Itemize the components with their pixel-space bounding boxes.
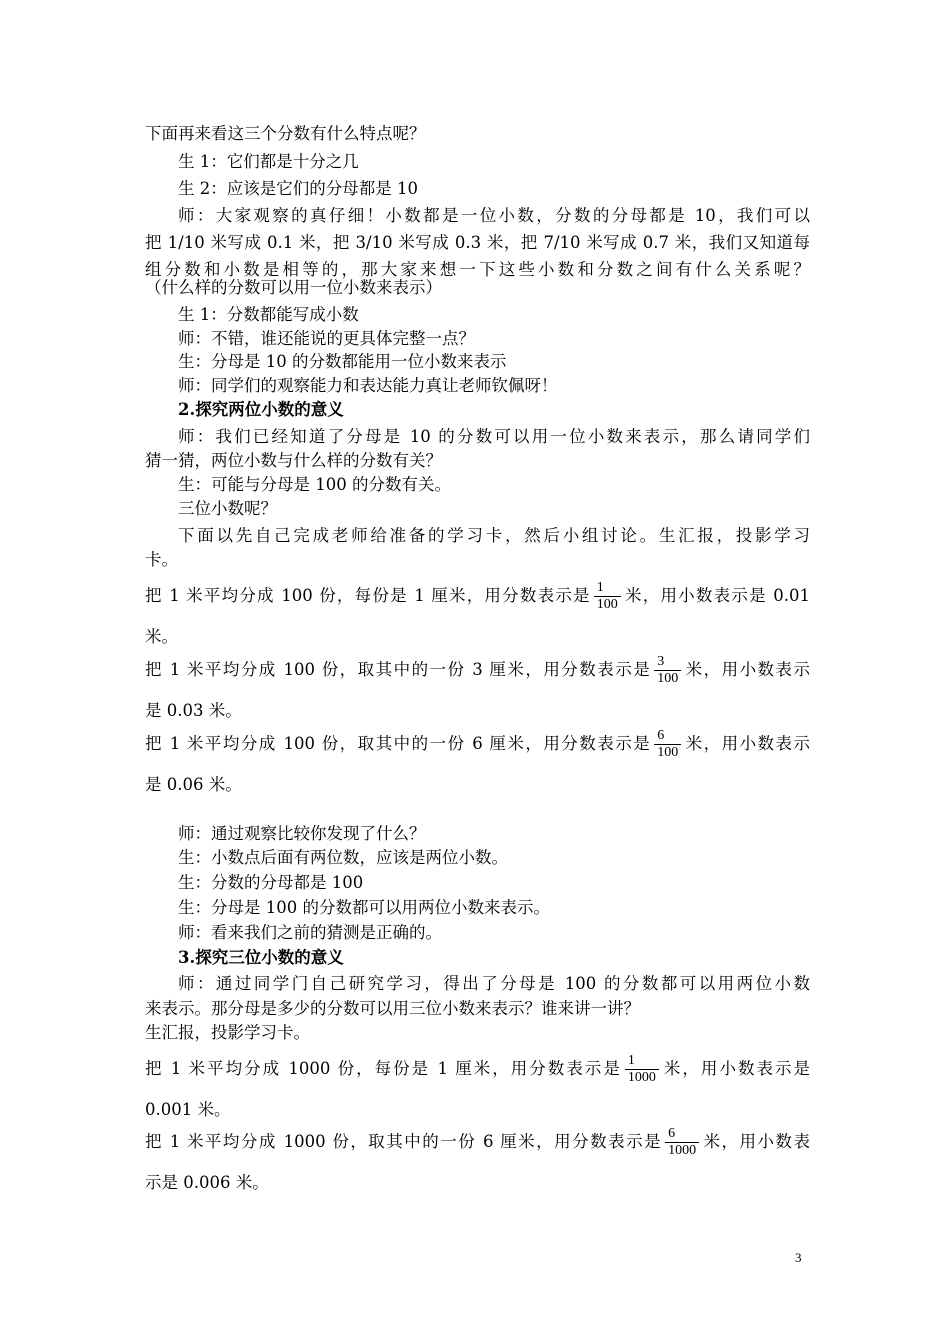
fraction: $\frac{1}{100}$ <box>594 580 621 613</box>
page-number: 3 <box>795 1250 802 1265</box>
fraction: $\frac{1}{1000}$ <box>625 1053 659 1086</box>
text-line: 生 2：应该是它们的分母都是 10 <box>178 179 418 198</box>
text-line: 师：不错，谁还能说的更具体完整一点？ <box>178 329 475 348</box>
section-heading: 2.探究两位小数的意义 <box>178 400 344 419</box>
study-card-line: 把 1 米平均分成 100 份，每份是 1 厘米，用分数表示是 $\frac{1}{100}$ 米，用小数表示是 0.01 <box>145 580 810 612</box>
text-line: 师：大家观察的真仔细！小数都是一位小数，分数的分母都是 10，我们可以 <box>178 206 810 225</box>
text-line: （什么样的分数可以用一位小数来表示） <box>145 278 442 297</box>
text-line: 三位小数呢？ <box>178 499 277 518</box>
text-line: 生：分母是 100 的分数都可以用两位小数来表示。 <box>178 898 550 917</box>
text-line: 生汇报，投影学习卡。 <box>145 1023 310 1042</box>
text-line: 生：小数点后面有两位数，应该是两位小数。 <box>178 848 508 867</box>
section-heading: 3.探究三位小数的意义 <box>178 948 344 967</box>
text-line: 来表示。那分母是多少的分数可以用三位小数来表示？谁来讲一讲？ <box>145 999 640 1018</box>
text-line: 下面再来看这三个分数有什么特点呢？ <box>145 124 426 143</box>
fraction: $\frac{3}{100}$ <box>654 654 681 687</box>
text-line: 猜一猜，两位小数与什么样的分数有关？ <box>145 451 442 470</box>
fraction: $\frac{6}{100}$ <box>654 728 681 761</box>
text-line: 米。 <box>145 627 178 646</box>
text-line: 生 1：分数都能写成小数 <box>178 305 359 324</box>
study-card-line: 把 1 米平均分成 1000 份，每份是 1 厘米，用分数表示是 $\frac{1}{1000}$ 米，用小数表示是 <box>145 1053 810 1085</box>
text-line: 是 0.03 米。 <box>145 701 242 720</box>
study-card-line: 把 1 米平均分成 1000 份，取其中的一份 6 厘米，用分数表示是 $\frac{6}{1000}$ 米，用小数表 <box>145 1126 810 1158</box>
study-card-line: 把 1 米平均分成 100 份，取其中的一份 6 厘米，用分数表示是 $\frac{6}{100}$ 米，用小数表示 <box>145 728 810 760</box>
text-line: 示是 0.006 米。 <box>145 1173 269 1192</box>
text-line: 把 1/10 米写成 0.1 米，把 3/10 米写成 0.3 米，把 7/10 米写成 0.7 米，我们又知道每 <box>145 233 810 252</box>
text-line: 下面以先自己完成老师给准备的学习卡，然后小组讨论。生汇报，投影学习 <box>178 526 810 545</box>
text-line: 0.001 米。 <box>145 1100 231 1119</box>
text-line: 生：分数的分母都是 100 <box>178 873 364 892</box>
text-line: 生：可能与分母是 100 的分数有关。 <box>178 475 451 494</box>
text-line: 师：我们已经知道了分母是 10 的分数可以用一位小数来表示，那么请同学们 <box>178 427 810 446</box>
text-line: 卡。 <box>145 550 178 569</box>
fraction: $\frac{6}{1000}$ <box>665 1126 699 1159</box>
text-line: 师：同学们的观察能力和表达能力真让老师钦佩呀！ <box>178 376 558 395</box>
study-card-line: 把 1 米平均分成 100 份，取其中的一份 3 厘米，用分数表示是 $\frac{3}{100}$ 米，用小数表示 <box>145 654 810 686</box>
text-line: 师：看来我们之前的猜测是正确的。 <box>178 923 442 942</box>
text-line: 生 1：它们都是十分之几 <box>178 152 359 171</box>
text-line: 师：通过观察比较你发现了什么？ <box>178 824 426 843</box>
text-line: 生：分母是 10 的分数都能用一位小数来表示 <box>178 352 507 371</box>
text-line: 组分数和小数是相等的，那大家来想一下这些小数和分数之间有什么关系呢？ <box>145 260 810 279</box>
text-line: 师：通过同学门自己研究学习，得出了分母是 100 的分数都可以用两位小数 <box>178 974 810 993</box>
text-line: 是 0.06 米。 <box>145 775 242 794</box>
